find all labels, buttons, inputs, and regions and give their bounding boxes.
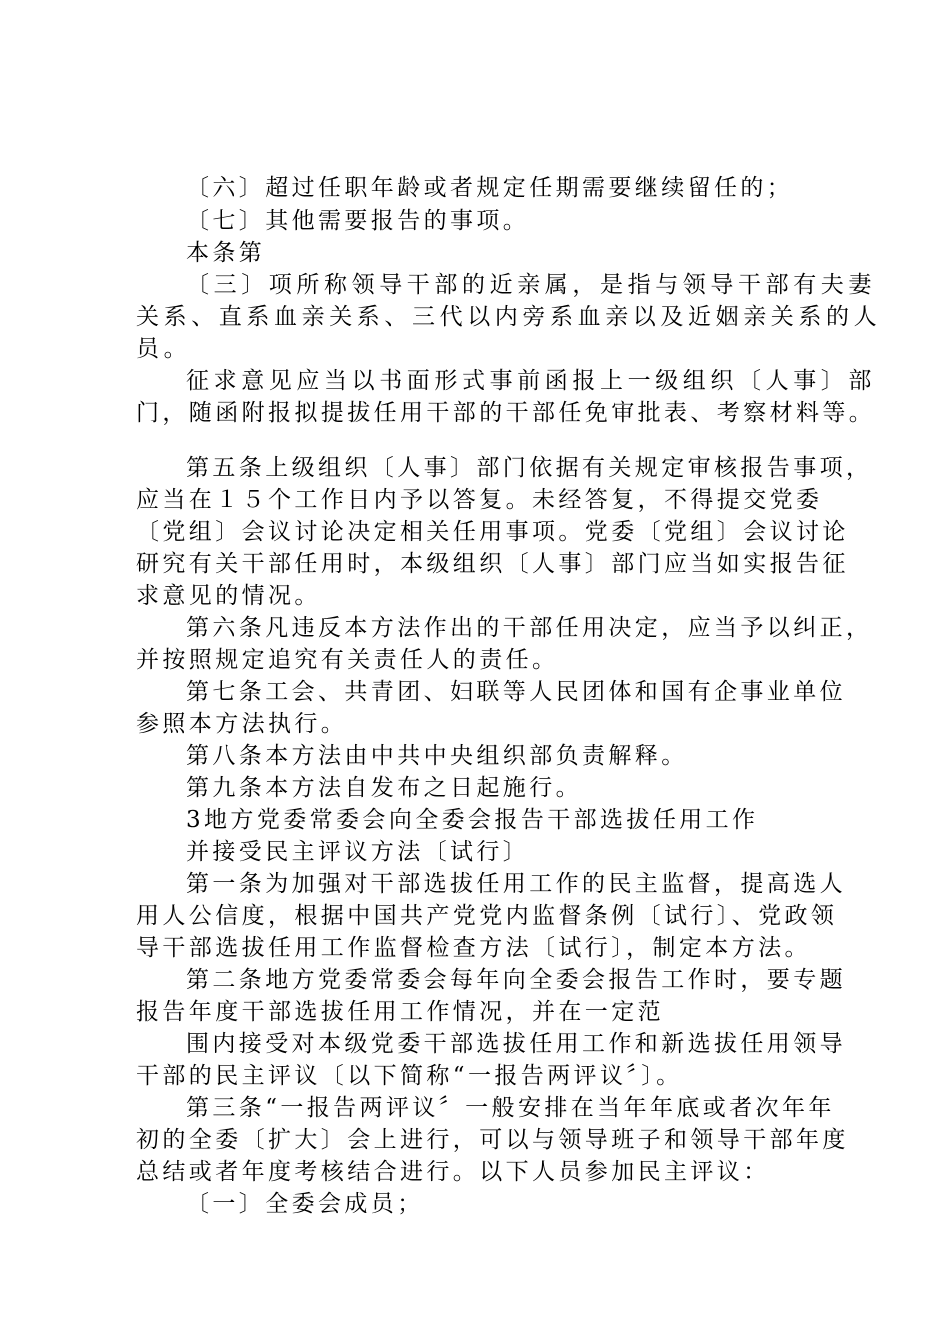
text-line: 第七条工会、共青团、妇联等人民团体和国有企事业单位 <box>186 679 846 705</box>
text-line: 〔党组〕会议讨论决定相关任用事项。党委〔党组〕会议讨论 <box>136 519 849 545</box>
section-heading: 3地方党委常委会向全委会报告干部选拔任用工作 <box>186 807 759 833</box>
text-line: 本条第 <box>186 240 266 266</box>
section-heading: 并接受民主评议方法〔试行〕 <box>186 839 530 865</box>
text-line: 〔六〕超过任职年龄或者规定任期需要继续留任的； <box>186 175 794 201</box>
text-line: 第六条凡违反本方法作出的干部任用决定，应当予以纠正， <box>186 615 873 641</box>
text-line: 第九条本方法自发布之日起施行。 <box>186 775 582 801</box>
text-line: 报告年度干部选拔任用工作情况，并在一定范 <box>136 999 664 1025</box>
text-line: 第八条本方法由中共中央组织部负责解释。 <box>186 743 688 769</box>
text-line: 总结或者年度考核结合进行。以下人员参加民主评议： <box>136 1159 770 1185</box>
text-line: 〔一〕全委会成员； <box>186 1191 424 1217</box>
text-line: 第二条地方党委常委会每年向全委会报告工作时，要专题 <box>186 967 846 993</box>
text-line: 求意见的情况。 <box>136 583 321 609</box>
text-line: 用人公信度，根据中国共产党党内监督条例〔试行〕、党政领 <box>136 903 838 929</box>
text-line: 第一条为加强对干部选拔任用工作的民主监督，提高选人 <box>186 871 846 897</box>
text-line: 参照本方法执行。 <box>136 711 348 737</box>
text-line: 〔三〕项所称领导干部的近亲属，是指与领导干部有夫妻 <box>186 272 876 298</box>
text-line: 第三条“一报告两评议〞一般安排在当年年底或者次年年 <box>186 1095 835 1121</box>
text-line: 〔七〕其他需要报告的事项。 <box>186 208 530 234</box>
text-line: 应当在１５个工作日内予以答复。未经答复，不得提交党委 <box>136 487 823 513</box>
text-line: 并按照规定追究有关责任人的责任。 <box>136 647 559 673</box>
text-line: 导干部选拔任用工作监督检查方法〔试行〕，制定本方法。 <box>136 935 811 961</box>
text-line: 初的全委〔扩大〕会上进行，可以与领导班子和领导干部年度 <box>136 1127 849 1153</box>
text-line: 第五条上级组织〔人事〕部门依据有关规定审核报告事项， <box>186 455 873 481</box>
text-line: 员。 <box>136 336 192 362</box>
text-line: 干部的民主评议〔以下简称“一报告两评议〞〕。 <box>136 1063 683 1089</box>
text-line: 研究有关干部任用时，本级组织〔人事〕部门应当如实报告征 <box>136 551 849 577</box>
text-line: 围内接受对本级党委干部选拔任用工作和新选拔任用领导 <box>186 1031 846 1057</box>
text-line: 门，随函附报拟提拔任用干部的干部任免审批表、考察材料等。 <box>136 400 876 426</box>
text-line: 关系、直系血亲关系、三代以内旁系血亲以及近姻亲关系的人 <box>136 304 882 330</box>
text-line: 征求意见应当以书面形式事前函报上一级组织〔人事〕部 <box>186 368 876 394</box>
